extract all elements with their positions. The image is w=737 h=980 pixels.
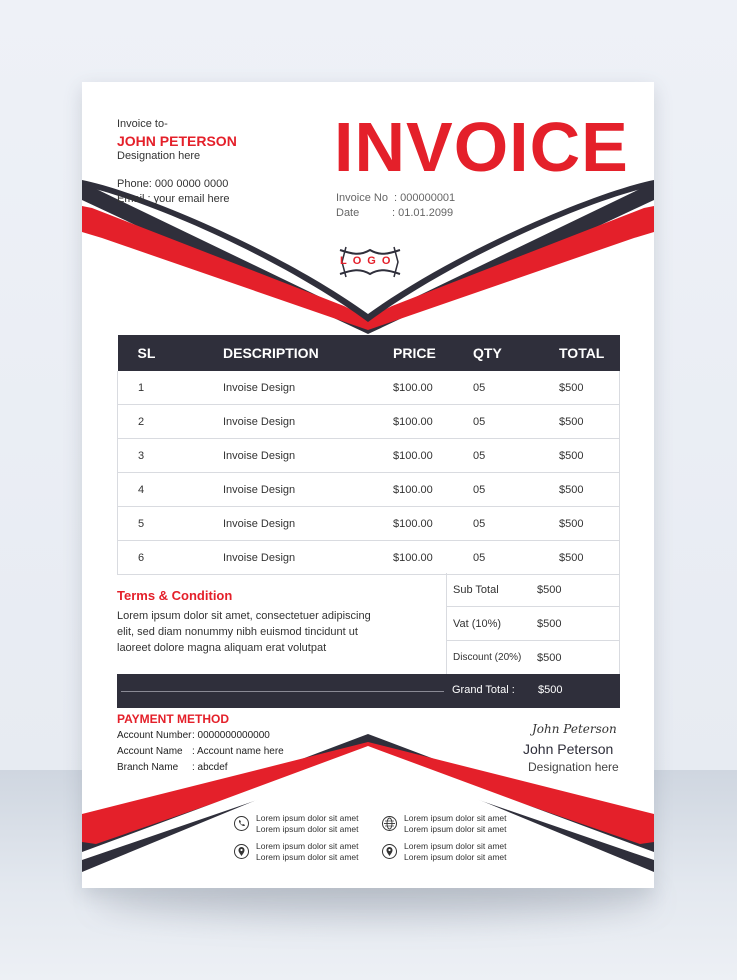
phone-icon bbox=[234, 816, 249, 831]
company-logo bbox=[332, 244, 408, 280]
account-number: : 0000000000000 bbox=[192, 730, 270, 741]
discount-row bbox=[447, 641, 620, 675]
cell-description: Invoise Design bbox=[223, 541, 393, 575]
cell-sl: 4 bbox=[118, 473, 224, 507]
subtotal-value: $500 bbox=[531, 573, 620, 607]
table-header-row bbox=[118, 335, 620, 371]
column-header-description: DESCRIPTION bbox=[223, 335, 393, 371]
contact-line: Lorem ipsum dolor sit amet bbox=[256, 813, 359, 823]
contact-line: Lorem ipsum dolor sit amet bbox=[404, 852, 507, 862]
signature-script: John Peterson bbox=[532, 722, 617, 736]
cell-qty: 05 bbox=[473, 473, 559, 507]
invoice-date: : 01.01.2099 bbox=[392, 207, 454, 219]
client-phone: Phone: 000 0000 0000 bbox=[117, 178, 229, 190]
cell-total: $500 bbox=[559, 371, 620, 405]
cell-price: $100.00 bbox=[393, 371, 473, 405]
contact-line: Lorem ipsum dolor sit amet bbox=[256, 824, 359, 834]
cell-sl: 5 bbox=[118, 507, 224, 541]
client-designation: Designation here bbox=[117, 150, 201, 162]
table-row bbox=[118, 541, 620, 575]
location-icon bbox=[234, 844, 249, 859]
invoice-number-label: Invoice No bbox=[336, 192, 388, 204]
client-name: JOHN PETERSON bbox=[117, 133, 237, 149]
invoice-page bbox=[82, 82, 654, 888]
invoice-title: INVOICE bbox=[334, 108, 629, 186]
table-row bbox=[118, 371, 620, 405]
cell-price: $100.00 bbox=[393, 405, 473, 439]
cell-sl: 6 bbox=[118, 541, 224, 575]
cell-qty: 05 bbox=[473, 371, 559, 405]
cell-price: $100.00 bbox=[393, 473, 473, 507]
cell-total: $500 bbox=[559, 439, 620, 473]
cell-description: Invoise Design bbox=[223, 371, 393, 405]
column-header-total: TOTAL bbox=[559, 335, 620, 371]
column-header-price: PRICE bbox=[393, 335, 473, 371]
table-row bbox=[118, 507, 620, 541]
grand-total-value: $500 bbox=[538, 684, 563, 696]
grand-total-bar bbox=[117, 674, 620, 708]
contact-line: Lorem ipsum dolor sit amet bbox=[404, 841, 507, 851]
discount-label: Discount (20%) bbox=[447, 641, 532, 675]
logo-text: LOGO bbox=[340, 255, 397, 267]
account-number-label: Account Number bbox=[117, 730, 192, 741]
invoice-number: : 000000001 bbox=[394, 192, 456, 204]
column-header-sl: SL bbox=[118, 335, 224, 371]
payment-method-title: PAYMENT METHOD bbox=[117, 712, 230, 726]
cell-qty: 05 bbox=[473, 507, 559, 541]
vat-label: Vat (10%) bbox=[447, 607, 532, 641]
terms-title: Terms & Condition bbox=[117, 588, 233, 603]
cell-total: $500 bbox=[559, 541, 620, 575]
subtotal-row bbox=[447, 573, 620, 607]
cell-description: Invoise Design bbox=[223, 439, 393, 473]
terms-body: Lorem ipsum dolor sit amet, consectetuer adipiscing elit, sed diam nonummy nibh euismod tincidunt ut laoreet dolore magna aliquam erat volutpat bbox=[117, 610, 371, 654]
table-row bbox=[118, 405, 620, 439]
globe-icon bbox=[382, 816, 397, 831]
contact-line: Lorem ipsum dolor sit amet bbox=[256, 841, 359, 851]
cell-qty: 05 bbox=[473, 405, 559, 439]
cell-qty: 05 bbox=[473, 439, 559, 473]
contact-line: Lorem ipsum dolor sit amet bbox=[256, 852, 359, 862]
items-table bbox=[117, 335, 620, 575]
cell-sl: 1 bbox=[118, 371, 224, 405]
vat-value: $500 bbox=[531, 607, 620, 641]
cell-sl: 2 bbox=[118, 405, 224, 439]
branch-name-label: Branch Name bbox=[117, 762, 179, 773]
cell-price: $100.00 bbox=[393, 439, 473, 473]
account-name: : Account name here bbox=[192, 746, 284, 757]
account-name-label: Account Name bbox=[117, 746, 183, 757]
cell-description: Invoise Design bbox=[223, 405, 393, 439]
column-header-qty: QTY bbox=[473, 335, 559, 371]
invoice-date-label: Date bbox=[336, 207, 360, 219]
grand-total-label: Grand Total : bbox=[452, 684, 515, 696]
cell-qty: 05 bbox=[473, 541, 559, 575]
discount-value: $500 bbox=[531, 641, 620, 675]
grand-total-divider bbox=[121, 691, 444, 692]
location-icon bbox=[382, 844, 397, 859]
contact-line: Lorem ipsum dolor sit amet bbox=[404, 824, 507, 834]
cell-total: $500 bbox=[559, 405, 620, 439]
contact-line: Lorem ipsum dolor sit amet bbox=[404, 813, 507, 823]
signer-designation: Designation here bbox=[528, 760, 619, 774]
invoice-to-label: Invoice to- bbox=[117, 118, 168, 130]
table-row bbox=[118, 439, 620, 473]
subtotal-label: Sub Total bbox=[447, 573, 532, 607]
cell-price: $100.00 bbox=[393, 541, 473, 575]
vat-row bbox=[447, 607, 620, 641]
totals-table bbox=[446, 573, 620, 675]
cell-total: $500 bbox=[559, 473, 620, 507]
cell-description: Invoise Design bbox=[223, 507, 393, 541]
client-email: Email : your email here bbox=[117, 193, 230, 205]
cell-sl: 3 bbox=[118, 439, 224, 473]
cell-total: $500 bbox=[559, 507, 620, 541]
branch-name: : abcdef bbox=[192, 762, 228, 773]
table-row bbox=[118, 473, 620, 507]
signer-name: John Peterson bbox=[523, 741, 614, 757]
cell-description: Invoise Design bbox=[223, 473, 393, 507]
cell-price: $100.00 bbox=[393, 507, 473, 541]
